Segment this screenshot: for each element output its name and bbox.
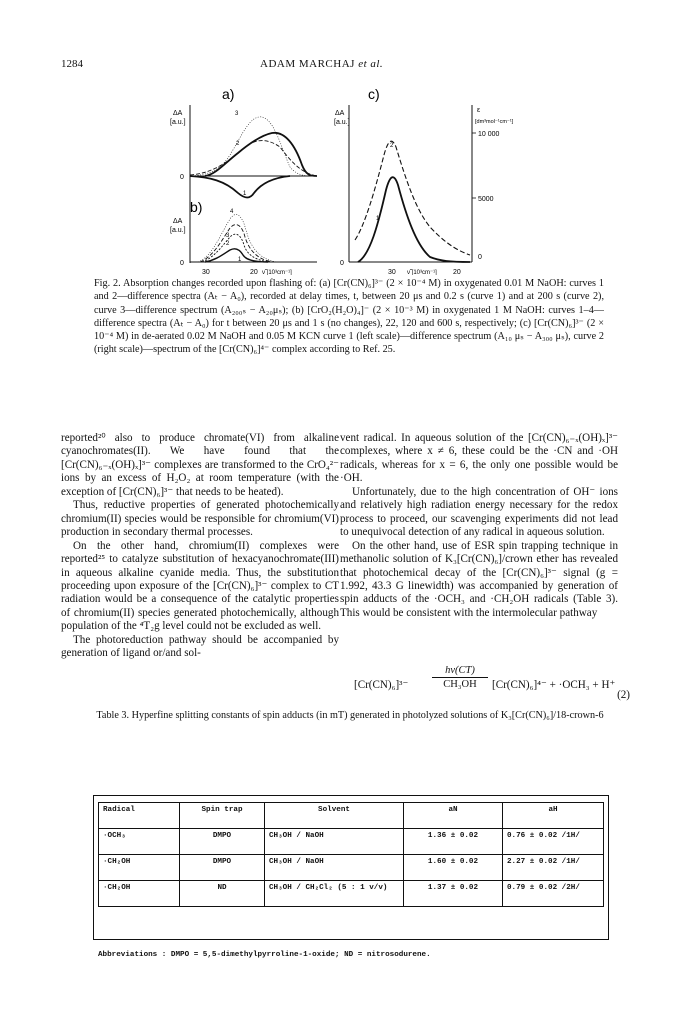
panel-b-label: b) [190, 199, 203, 215]
hyperfine-table [98, 802, 604, 907]
cell-solvent: CH₃OH / NaOH [265, 829, 404, 855]
panel-c-axis-unit: [a.u.] [334, 119, 350, 126]
table-caption: Table 3. Hyperfine splitting constants of spin adducts (in mT) generated in photolyzed solutions of K₃[Cr(CN)₆]/18-crown-6 [96, 710, 604, 721]
panel-b-x-unit: ν̃ [10³cm⁻¹] [262, 270, 292, 275]
header-radical: Radical [99, 803, 180, 829]
equation-rhs: [Cr(CN)₆]⁴⁻ + ·OCH₃ + H⁺ [492, 679, 616, 691]
cell-aN: 1.60 ± 0.02 [404, 855, 503, 881]
cell-aH: 2.27 ± 0.02 /1H/ [503, 855, 604, 881]
panel-b-x-tick-30: 30 [202, 269, 210, 275]
cell-spin-trap: DMPO [180, 855, 265, 881]
panel-a-label: a) [222, 86, 235, 102]
left-paragraph-3: On the other hand, chromium(II) complexes were reported²⁵ to catalyze substitution of hexacyanochromate(III) in aqueous alkaline cyanide media. Thus, the substitution proceeding upon exposure of the [Cr(CN)₆]³⁻ complex to CT radiation would be a consequence of the catalytic properties of chromium(II) species generated photochemically, although population of the ⁴T₂g level could not be excluded as well. [61, 539, 339, 633]
right-paragraph-1: vent radical. In aqueous solution of the [Cr(CN)₆₋ₓ(OH)ₓ]³⁻ complexes, where x ≠ 6, these could be the ·CN and ·OH radicals, whereas for x = 6, the only one possible would be ·OH. [340, 432, 618, 485]
equation-number: (2) [617, 689, 630, 701]
table-abbreviations: Abbreviations : DMPO = 5,5-dimethylpyrroline-1-oxide; ND = nitrosodurene. [98, 951, 431, 959]
right-paragraph-3: On the other hand, use of ESR spin trapping technique in methanolic solution of K₃[Cr(CN)₆]/crown ether has revealed that photochemical decay of the [Cr(CN)₆]³⁻ signal (g = 1.992, 43.3 G linewidth) was accompanied by generation of spin adducts of the ·OCH₃ and ·CH₂OH radicals (Table 3). This would be consistent with the intermolecular pathway [340, 539, 618, 619]
cell-radical: ·OCH₃ [99, 829, 180, 855]
body-column-right [340, 432, 618, 620]
left-paragraph-4: The photoreduction pathway should be accompanied by generation of ligand or/and sol- [61, 633, 339, 660]
equation-over: hν(CT) [445, 665, 475, 676]
running-title-author: ADAM MARCHAJ [260, 58, 355, 70]
right-paragraph-2: Unfortunately, due to the high concentration of OH⁻ ions and relatively high radiation energy necessary for the redox process to proceed, our scavenging experiments did not lead to unequivocal detection of any radical in aqueous solution. [340, 485, 618, 539]
cell-aN: 1.36 ± 0.02 [404, 829, 503, 855]
cell-spin-trap: ND [180, 881, 265, 907]
cell-spin-trap: DMPO [180, 829, 265, 855]
panel-a-axis-dA: ΔA [173, 110, 183, 117]
figure-caption: Fig. 2. Absorption changes recorded upon flashing of: (a) [Cr(CN)₆]³⁻ (2 × 10⁻⁴ M) in oxygenated 0.01 M NaOH: curves 1 and 2—difference spectra (Aₜ − A₀), recorded at delay times, t, between 20 μs and 0.2 s (curve 1) and at 200 s (curve 2), curve 3—difference spectrum (A₂₀₀ₛ − A₂₀μₛ); (b) [CrO₂(H₂O)₄]⁻ (2 × 10⁻³ M) in oxygenated 1 M NaOH: curves 1–4—difference spectra (Aₜ − A₀) for t between 20 μs and 1 s (no changes), 22, 120 and 600 s, respectively; (c) [Cr(CN)₆]³⁻ (2 × 10⁻⁴ M) in de-aerated 0.02 M NaOH and 0.05 M KCN curve 1 (left scale)—difference spectrum (A₁₀ μₛ − A₃₀₀ μₛ), curve 2 (right scale)—spectrum of the [Cr(CN)₆]⁴⁻ complex according to Ref. 25. [94, 278, 604, 356]
panel-a-curve-label-2: 2 [236, 141, 240, 147]
figure-2 [150, 85, 530, 275]
panel-b-axis-dA: ΔA [173, 218, 183, 225]
panel-b-axis-unit: [a.u.] [170, 227, 186, 234]
panel-a-curve-label-3: 3 [235, 111, 239, 117]
panel-c-tick-10000: 10 000 [478, 131, 500, 138]
header-aN: aN [404, 803, 503, 829]
panel-c-curve-label-1: 1 [376, 216, 380, 222]
panel-b-curve-2 [202, 234, 272, 262]
table-row [99, 881, 604, 907]
panel-a-curve-1-lower [190, 176, 290, 198]
cell-radical: ·CH₂OH [99, 855, 180, 881]
page-number: 1284 [61, 58, 83, 70]
running-title-etal: et al. [358, 58, 384, 70]
panel-c-eps-unit: [dm³mol⁻¹cm⁻¹] [475, 119, 514, 125]
panel-a-axis-unit: [a.u.] [170, 119, 186, 126]
equation-lhs: [Cr(CN)₆]³⁻ [354, 679, 409, 691]
header-spin-trap: Spin trap [180, 803, 265, 829]
panel-c-x-tick-20: 20 [453, 269, 461, 275]
panel-c-left-zero: 0 [340, 260, 344, 267]
header-aH: aH [503, 803, 604, 829]
panel-c-x-unit: ν̃ [10³cm⁻¹] [407, 270, 437, 275]
panel-c-curve-label-2: 2 [390, 143, 394, 149]
header-solvent: Solvent [265, 803, 404, 829]
body-column-left [61, 432, 339, 661]
panel-c-axis-dA: ΔA [335, 110, 345, 117]
table-row [99, 855, 604, 881]
panel-a-zero-tick: 0 [180, 174, 184, 181]
panel-c-label: c) [368, 86, 380, 102]
panel-b-curve-label-4: 4 [230, 209, 234, 215]
cell-radical: ·CH₂OH [99, 881, 180, 907]
panel-a-curve-1-upper [205, 133, 317, 176]
left-paragraph-2: Thus, reductive properties of generated photochemically chromium(II) species would be responsible for chromium(VI) production in secondary thermal processes. [61, 499, 339, 539]
table-header-row [99, 803, 604, 829]
equation-arrow-line [432, 677, 488, 678]
panel-b-curve-label-3: 3 [226, 233, 230, 239]
table-row [99, 829, 604, 855]
panel-b-curve-label-1: 1 [238, 257, 242, 263]
running-title [260, 58, 383, 70]
equation-under: CH₃OH [443, 679, 477, 690]
panel-c-right-zero: 0 [478, 254, 482, 261]
panel-c-x-tick-30: 30 [388, 269, 396, 275]
left-paragraph-1: reported²⁰ also to produce chromate(VI) from alkaline cyanochromates(II). We have found that the [Cr(CN)₆₋ₓ(OH)ₓ]³⁻ complexes are transformed to the CrO₄²⁻ ions by an excess of H₂O₂ at room temperature (with the exception of [Cr(CN)₆]³⁻ that needs to be heated). [61, 432, 339, 498]
panel-a-curve-label-1: 1 [243, 191, 247, 197]
cell-solvent: CH₃OH / NaOH [265, 855, 404, 881]
panel-b-zero-tick: 0 [180, 260, 184, 267]
cell-aN: 1.37 ± 0.02 [404, 881, 503, 907]
cell-aH: 0.76 ± 0.02 /1H/ [503, 829, 604, 855]
panel-c-eps-symbol: ε [477, 107, 481, 114]
cell-solvent: CH₃OH / CH₂Cl₂ (5 : 1 v/v) [265, 881, 404, 907]
panel-a-curve-2 [190, 141, 317, 176]
panel-c-tick-5000: 5000 [478, 196, 494, 203]
equation-2 [340, 663, 630, 703]
cell-aH: 0.79 ± 0.02 /2H/ [503, 881, 604, 907]
equation-arrow [432, 665, 488, 690]
panel-b-x-tick-20: 20 [250, 269, 258, 275]
panel-b-curve-label-2: 2 [226, 241, 230, 247]
